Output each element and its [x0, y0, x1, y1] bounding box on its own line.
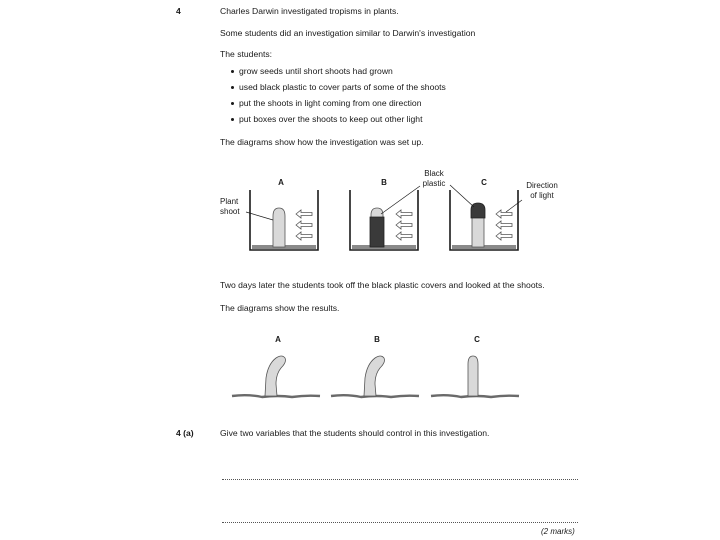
result-shoot-c — [468, 356, 478, 396]
plant-shoot-label-line1: Plant — [220, 197, 239, 206]
question-number: 4 — [176, 6, 181, 16]
students-label: The students: — [220, 49, 273, 59]
direction-light-label-line2: of light — [530, 191, 554, 200]
results-text: Two days later the students took off the black plastic covers and looked at the shoots. — [220, 280, 545, 290]
result-label-b: B — [374, 335, 380, 344]
similar-investigation-text: Some students did an investigation similar to Darwin's investigation — [220, 28, 476, 38]
bullet-item: put the shoots in light coming from one direction — [239, 98, 422, 108]
setup-label-c: C — [481, 178, 487, 187]
marks-label: (2 marks) — [541, 527, 575, 536]
part-a-prompt: Give two variables that the students should control in this investigation. — [220, 428, 490, 438]
result-label-a: A — [275, 335, 281, 344]
results-intro-text: The diagrams show the results. — [220, 303, 340, 313]
setup-label-a: A — [278, 178, 284, 187]
answer-line-1[interactable] — [222, 479, 578, 480]
answer-line-2[interactable] — [222, 522, 578, 523]
direction-light-label-line1: Direction — [526, 181, 558, 190]
part-a-number: 4 (a) — [176, 428, 194, 438]
result-shoot-b — [364, 356, 385, 396]
setup-label-b: B — [381, 178, 387, 187]
black-plastic-label-line2: plastic — [422, 179, 446, 188]
bullet-item: put boxes over the shoots to keep out other light — [239, 114, 423, 124]
black-plastic-label-line1: Black — [424, 169, 444, 178]
bullet-item: used black plastic to cover parts of some of the shoots — [239, 82, 446, 92]
bullet-item: grow seeds until short shoots had grown — [239, 66, 393, 76]
result-label-c: C — [474, 335, 480, 344]
result-shoot-a — [265, 356, 286, 396]
intro-text: Charles Darwin investigated tropisms in plants. — [220, 6, 399, 16]
plant-shoot-label-line2: shoot — [220, 207, 240, 216]
diagram-intro-text: The diagrams show how the investigation was set up. — [220, 137, 424, 147]
